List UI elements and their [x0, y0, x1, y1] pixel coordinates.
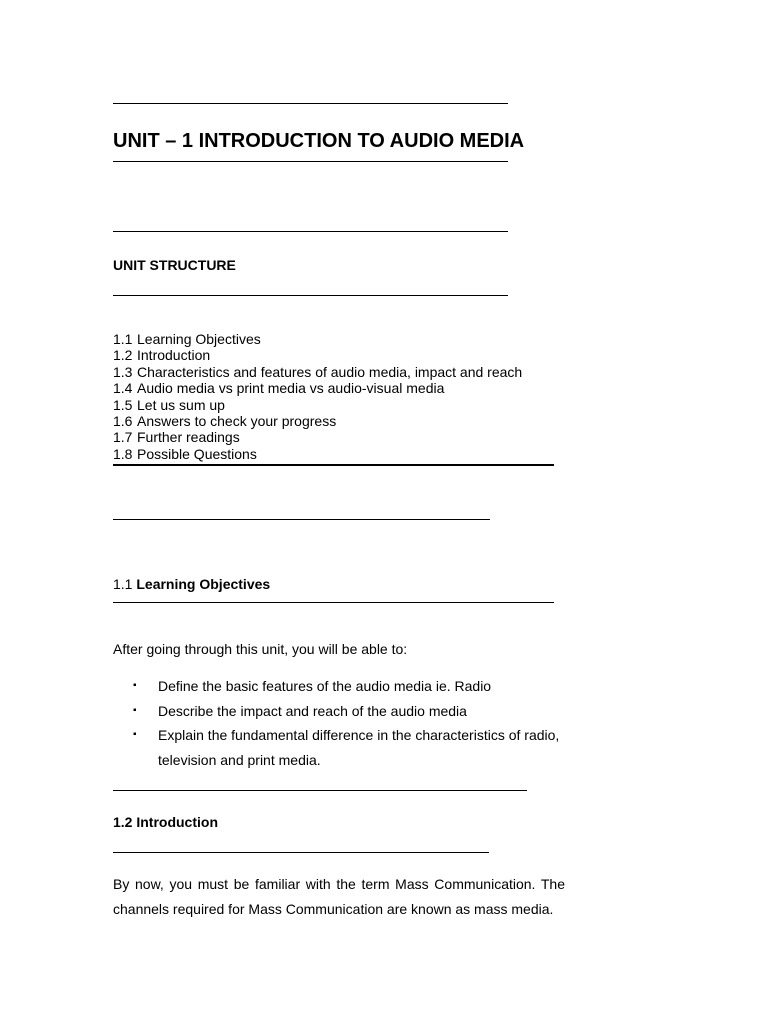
unit-structure-heading: UNIT STRUCTURE	[113, 257, 236, 273]
toc-item: 1.5 Let us sum up	[113, 396, 225, 413]
list-item: ▪ Define the basic features of the audio media ie. Radio	[133, 674, 573, 699]
bullet-square-icon: ▪	[133, 680, 137, 691]
toc-item: 1.2 Introduction	[113, 347, 211, 364]
toc-item: 1.4 Audio media vs print media vs audio-visual media	[113, 380, 445, 397]
unit-structure-list	[113, 331, 522, 462]
section-1-1-heading	[113, 575, 270, 593]
objectives-intro: After going through this unit, you will be able to:	[113, 641, 408, 657]
section-1-1-number: 1.1	[113, 576, 133, 592]
section-1-1-title: Learning Objectives	[136, 576, 271, 592]
unit-title: UNIT – 1 INTRODUCTION TO AUDIO MEDIA	[113, 130, 525, 152]
toc-item: 1.6 Answers to check your progress	[113, 413, 337, 430]
title-bottom-rule	[113, 161, 508, 162]
title-top-rule	[113, 103, 508, 104]
section-1-1-rule	[113, 602, 554, 603]
toc-item: 1.8 Possible Questions	[113, 445, 257, 462]
objectives-bottom-rule	[113, 790, 527, 791]
bullet-square-icon: ▪	[133, 729, 137, 740]
toc-item: 1.1 Learning Objectives	[113, 331, 261, 347]
section-1-2-rule	[113, 852, 489, 853]
toc-item: 1.3 Characteristics and features of audio media, impact and reach	[113, 363, 523, 380]
toc-bottom-rule	[113, 464, 554, 466]
structure-top-rule	[113, 231, 508, 232]
section-1-2-heading: 1.2 Introduction	[113, 814, 218, 830]
list-item: ▪ Explain the fundamental difference in the characteristics of radio, television and print media.	[133, 723, 573, 772]
list-item: ▪ Describe the impact and reach of the audio media	[133, 699, 573, 724]
structure-bottom-rule	[113, 295, 508, 296]
section-separator-rule	[113, 519, 490, 520]
objectives-list	[133, 674, 573, 772]
bullet-square-icon: ▪	[133, 704, 137, 716]
intro-paragraph: By now, you must be familiar with the term Mass Communication. The channels required for Mass Communication are known as mass media.	[113, 876, 565, 917]
toc-item: 1.7 Further readings	[113, 429, 240, 446]
